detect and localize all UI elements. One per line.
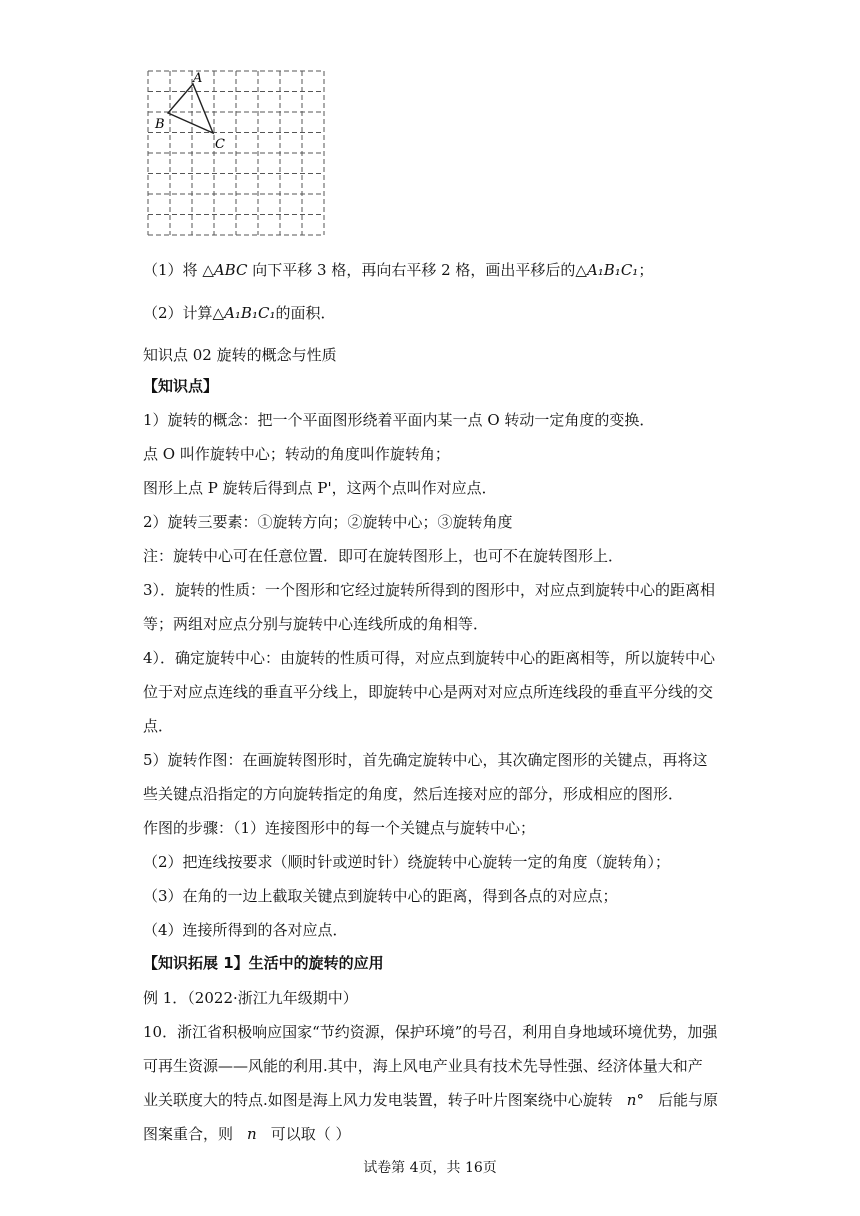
example-label: 例 1．（2022·浙江九年级期中） xyxy=(143,989,358,1007)
text-line: 注：旋转中心可在任意位置．即可在旋转图形上，也可不在旋转图形上． xyxy=(143,547,624,565)
text-line: 点． xyxy=(143,717,174,735)
text-line: 1）旋转的概念：把一个平面图形绕着平面内某一点 O 转动一定角度的变换． xyxy=(143,411,655,429)
label-b: B xyxy=(155,117,165,132)
question-2: （2）计算△A₁B₁C₁的面积． xyxy=(143,304,336,322)
text-line: 些关键点沿指定的方向旋转指定的角度，然后连接对应的部分，形成相应的图形． xyxy=(143,785,684,803)
text-line: 4）．确定旋转中心：由旋转的性质可得，对应点到旋转中心的距离相等，所以旋转中心 xyxy=(143,649,716,667)
label-a: A xyxy=(193,71,203,86)
question-10-line: 图案重合，则 n 可以取（ ） xyxy=(143,1125,351,1143)
question-10-line: 10．浙江省积极响应国家“节约资源，保护环境”的号召，利用自身地域环境优势，加强 xyxy=(143,1023,718,1041)
label-c: C xyxy=(215,137,225,152)
text-line: 点 O 叫作旋转中心；转动的角度叫作旋转角； xyxy=(143,445,450,463)
question-1: （1）将 △ABC 向下平移 3 格，再向右平移 2 格，画出平移后的△A₁B₁C₁； xyxy=(143,261,654,279)
text-line: 作图的步骤：（1）连接图形中的每一个关键点与旋转中心； xyxy=(143,819,536,837)
page-footer: 试卷第 4页，共 16页 xyxy=(363,1160,497,1176)
question-10-line: 可再生资源——风能的利用.其中，海上风电产业具有技术先导性强、经济体量大和产 xyxy=(143,1057,703,1075)
text-line: （3）在角的一边上截取关键点到旋转中心的距离，得到各点的对应点； xyxy=(143,887,618,905)
text-line: 位于对应点连线的垂直平分线上，即旋转中心是两对对应点所连线段的垂直平分线的交 xyxy=(143,683,714,701)
text-line: 2）旋转三要素：①旋转方向；②旋转中心；③旋转角度 xyxy=(143,513,513,531)
text-line: 3）．旋转的性质：一个图形和它经过旋转所得到的图形中，对应点到旋转中心的距离相 xyxy=(143,581,716,599)
knowledge-heading: 【知识点】 xyxy=(143,377,219,395)
section-title: 知识点 02 旋转的概念与性质 xyxy=(143,346,337,364)
question-10-line: 业关联度大的特点.如图是海上风力发电装置，转子叶片图案绕中心旋转 n° 后能与原 xyxy=(143,1091,718,1109)
grid-figure xyxy=(143,66,325,242)
text-line: 等；两组对应点分别与旋转中心连线所成的角相等． xyxy=(143,615,489,633)
text-line: 5）旋转作图：在画旋转图形时，首先确定旋转中心，其次确定图形的关键点，再将这 xyxy=(143,751,708,769)
extension-heading: 【知识拓展 1】生活中的旋转的应用 xyxy=(143,954,384,972)
text-line: 图形上点 P 旋转后得到点 P'，这两个点叫作对应点． xyxy=(143,479,497,497)
text-line: （2）把连线按要求（顺时针或逆时针）绕旋转中心旋转一定的角度（旋转角）； xyxy=(143,853,671,871)
text-line: （4）连接所得到的各对应点． xyxy=(143,921,348,939)
